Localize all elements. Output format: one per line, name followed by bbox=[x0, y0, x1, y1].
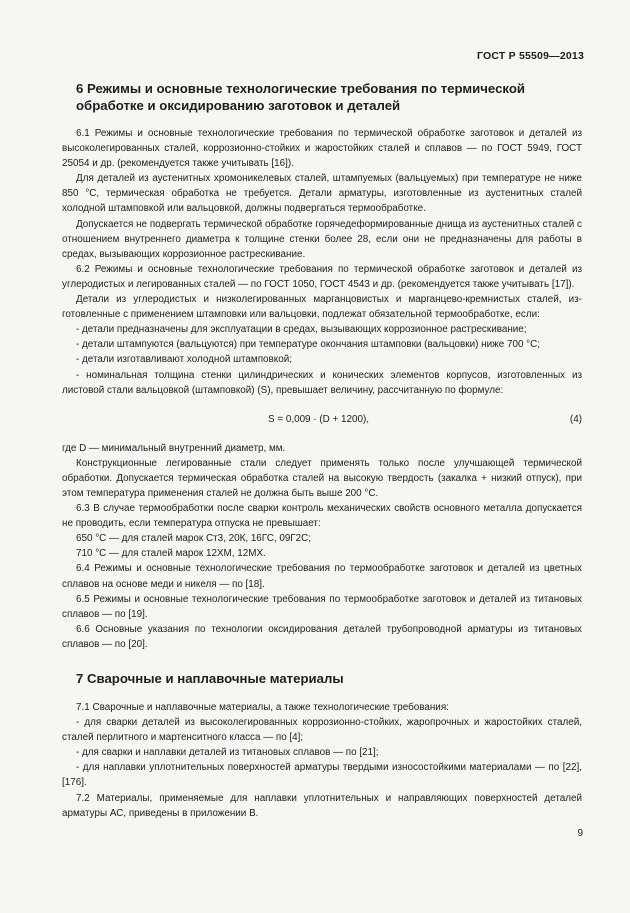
paragraph-austenitic: Для деталей из аустенитных хромоникелевых сталей, штампуемых (вальцуемых) при температуре не ниже 850 °С, термическая обработка не требуется. Детали арматуры, изготовленные из аустенитных сталей холодной штамповкой или вальцовкой, должны подвергаться термообработке. bbox=[62, 173, 582, 215]
list-item: - для сварки деталей из высоколегированных коррозионно-стойких, жаропрочных и жаростойких сталей, сталей перлитного и мартенситного класса — по [4]; bbox=[62, 717, 582, 744]
paragraph-alloy-steels: Конструкционные легированные стали следует применять только после улучшающей термической обработки. Допускается термическая обработка сталей на высокую твердость (закалка + низкий отпуск), при этом температура применения сталей не должна быть выше 200 °С. bbox=[62, 457, 582, 499]
formula-expression: S = 0,009 · (D + 1200), bbox=[268, 413, 370, 425]
page-number: 9 bbox=[577, 828, 583, 839]
formula-4 bbox=[62, 406, 582, 434]
paragraph-7-2: 7.2 Материалы, применяемые для наплавки уплотнительных и направляющих поверхностей деталей арматуры АС, приведены в приложении В. bbox=[62, 792, 582, 819]
section-6-body bbox=[62, 126, 582, 652]
paragraph-6-4: 6.4 Режимы и основные технологические требования по термообработке заготовок и деталей из цветных сплавов на основе меди и никеля — по [18]. bbox=[62, 563, 582, 590]
list-item: - детали штампуются (вальцуются) при температуре окончания штамповки (вальцовки) ниже 700 °С; bbox=[76, 339, 541, 351]
list-item: - для наплавки уплотнительных поверхностей арматуры твердыми износостойкими материалами — по [22], [176]. bbox=[62, 762, 582, 789]
paragraph-6-1: 6.1 Режимы и основные технологические требования по термической обработке заготовок и деталей из высоколегированных сталей, коррозионно-стойких и жаростойких сталей и сплавов — по ГОСТ 5949, ГОСТ 25054 и др. (рекомендуется также учитывать [16]). bbox=[62, 128, 582, 170]
paragraph-6-5: 6.5 Режимы и основные технологические требования по термообработке заготовок и деталей из титановых сплавов — по [19]. bbox=[62, 593, 582, 620]
section-6-title: 6 Режимы и основные технологические требования по термической обработке и оксидированию заготовок и деталей bbox=[76, 81, 525, 113]
standard-header: ГОСТ Р 55509—2013 bbox=[476, 50, 584, 62]
list-item: - детали предназначены для эксплуатации в средах, вызывающих коррозионное растрескивание; bbox=[76, 324, 527, 336]
paragraph-carbon-steels: Детали из углеродистых и низколегированных марганцовистых и марганцево-кремнистых сталей, изготовленные с применением штамповки или вальцовки, подлежат обязательной термообработке, если: bbox=[62, 294, 582, 321]
list-item: - для сварки и наплавки деталей из титановых сплавов — по [21]; bbox=[76, 747, 379, 759]
paragraph-6-3: 6.3 В случае термообработки после сварки контроль механических свойств основного металла допускается не проводить, если температура отпуска не превышает: bbox=[62, 503, 582, 530]
section-7-body bbox=[62, 700, 582, 821]
temperature-item: 710 °С — для сталей марок 12ХМ, 12МХ. bbox=[76, 548, 266, 560]
list-item: - номинальная толщина стенки цилиндрических и конических элементов корпусов, изготовленных из листовой стали вальцовкой (штамповкой) (S), превышает величину, рассчитанную по формуле: bbox=[62, 369, 582, 396]
section-7-title: 7 Сварочные и наплавочные материалы bbox=[76, 671, 344, 686]
paragraph-7-1: 7.1 Сварочные и наплавочные материалы, а также технологические требования: bbox=[76, 702, 449, 713]
paragraph-6-2: 6.2 Режимы и основные технологические требования по термической обработке заготовок и деталей из углеродистых и легированных сталей — по ГОСТ 1050, ГОСТ 4543 и др. (рекомендуется также учитывать [17]). bbox=[62, 263, 582, 290]
temperature-item: 650 °С — для сталей марок Ст3, 20К, 16ГС, 09Г2С; bbox=[76, 533, 312, 545]
formula-legend: где D — минимальный внутренний диаметр, мм. bbox=[62, 442, 286, 454]
formula-number: (4) bbox=[569, 413, 582, 425]
paragraph-6-6: 6.6 Основные указания по технологии оксидирования деталей трубопроводной арматуры из титановых сплавов — по [20]. bbox=[62, 623, 582, 650]
paragraph-heads: Допускается не подвергать термической обработке горячедеформированные днища из аустенитных сталей с отношением внутреннего диаметра к толщине стенки более 28, если они не предназначены для работы в средах, вызывающих коррозионное растрескивание. bbox=[62, 218, 582, 260]
list-item: - детали изготавливают холодной штамповкой; bbox=[76, 354, 292, 366]
